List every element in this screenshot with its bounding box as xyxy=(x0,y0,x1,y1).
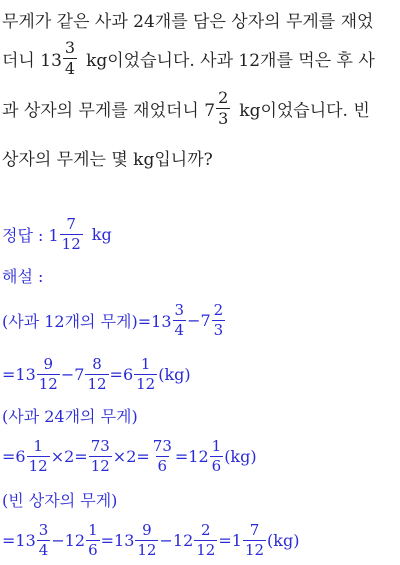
numerator: 1 xyxy=(33,436,43,455)
solution-step-1 xyxy=(2,300,226,340)
fraction xyxy=(151,436,174,475)
numerator: 7 xyxy=(66,214,76,233)
step-text: −12 xyxy=(159,530,194,550)
fraction xyxy=(173,300,187,339)
step-text: =13 xyxy=(2,530,36,550)
step-text: ×2= xyxy=(112,446,150,466)
fraction xyxy=(194,520,217,559)
step-text: =13 xyxy=(2,364,36,384)
solution-step-6 xyxy=(2,520,299,560)
numerator: 3 xyxy=(38,520,49,539)
denominator: 12 xyxy=(137,540,157,559)
step-text: −7 xyxy=(187,310,211,330)
fraction xyxy=(210,436,224,475)
step-text: (사과 24개의 무게) xyxy=(2,406,138,426)
denominator: 12 xyxy=(136,374,156,393)
question-text: 과 상자의 무게를 재었더니 7 xyxy=(2,100,216,121)
fraction xyxy=(216,87,230,128)
denominator: 3 xyxy=(218,108,229,128)
step-text: (사과 12개의 무게)=13 xyxy=(2,311,172,331)
numerator: 3 xyxy=(64,37,76,57)
fraction xyxy=(134,354,157,393)
fraction xyxy=(27,436,50,475)
numerator: 8 xyxy=(92,354,102,373)
numerator: 9 xyxy=(142,520,152,539)
denominator: 4 xyxy=(64,58,76,78)
step-text: =6 xyxy=(2,446,26,466)
denominator: 4 xyxy=(38,540,49,559)
fraction xyxy=(243,520,266,559)
answer-line xyxy=(2,214,112,254)
denominator: 6 xyxy=(88,540,98,559)
numerator: 1 xyxy=(140,354,151,373)
numerator: 2 xyxy=(201,520,211,539)
step-text: −12 xyxy=(51,530,86,550)
fraction xyxy=(37,520,51,559)
fraction xyxy=(37,354,60,393)
fraction xyxy=(60,214,83,253)
numerator: 2 xyxy=(213,300,224,319)
question-text: 더니 13 xyxy=(2,50,62,71)
question-line-3 xyxy=(2,88,370,128)
numerator: 1 xyxy=(88,520,98,539)
answer-label: 정답 : 1 xyxy=(2,225,59,245)
question-text: 무게가 같은 사과 24개를 담은 상자의 무게를 재었 xyxy=(2,11,374,32)
solution-title-text: 해설 : xyxy=(2,266,44,286)
answer-unit: kg xyxy=(91,224,112,244)
numerator: 73 xyxy=(152,436,172,455)
numerator: 7 xyxy=(249,520,260,539)
numerator: 9 xyxy=(43,354,54,373)
solution-step-3 xyxy=(2,402,138,428)
step-text: =6 xyxy=(109,364,134,384)
step-text: =1 xyxy=(218,530,242,550)
step-text: ×2= xyxy=(50,446,88,466)
question-line-1 xyxy=(2,6,373,32)
fraction xyxy=(135,520,158,559)
question-line-2 xyxy=(2,38,375,78)
step-text: =12 xyxy=(174,446,209,466)
solution-step-4 xyxy=(2,436,257,476)
denominator: 12 xyxy=(87,374,107,393)
question-line-4 xyxy=(2,144,213,170)
step-text: (빈 상자의 무게) xyxy=(2,490,118,510)
solution-title xyxy=(2,262,43,288)
denominator: 12 xyxy=(90,456,110,475)
numerator: 2 xyxy=(218,87,229,107)
question-text: kg이었습니다. 빈 xyxy=(239,100,370,121)
fraction xyxy=(212,300,226,339)
denominator: 12 xyxy=(196,540,216,559)
step-text: =13 xyxy=(100,530,135,550)
denominator: 12 xyxy=(28,456,48,475)
question-text: kg이었습니다. 사과 12개를 먹은 후 사 xyxy=(86,50,375,71)
fraction xyxy=(85,354,108,393)
numerator: 3 xyxy=(174,300,185,319)
denominator: 3 xyxy=(213,320,224,339)
fraction xyxy=(63,37,77,78)
denominator: 6 xyxy=(211,456,222,475)
numerator: 73 xyxy=(90,436,110,455)
denominator: 6 xyxy=(157,456,168,475)
denominator: 12 xyxy=(38,374,58,393)
step-text: −7 xyxy=(60,364,85,384)
denominator: 4 xyxy=(174,320,185,339)
solution-step-2 xyxy=(2,354,191,394)
denominator: 12 xyxy=(61,234,81,253)
step-unit: (kg) xyxy=(158,364,191,384)
denominator: 12 xyxy=(244,540,265,559)
step-unit: (kg) xyxy=(224,446,257,466)
question-text: 상자의 무게는 몇 kg입니까? xyxy=(2,149,213,170)
step-unit: (kg) xyxy=(267,530,300,550)
numerator: 1 xyxy=(211,436,222,455)
solution-step-5 xyxy=(2,486,117,512)
fraction xyxy=(86,520,100,559)
fraction xyxy=(89,436,112,475)
